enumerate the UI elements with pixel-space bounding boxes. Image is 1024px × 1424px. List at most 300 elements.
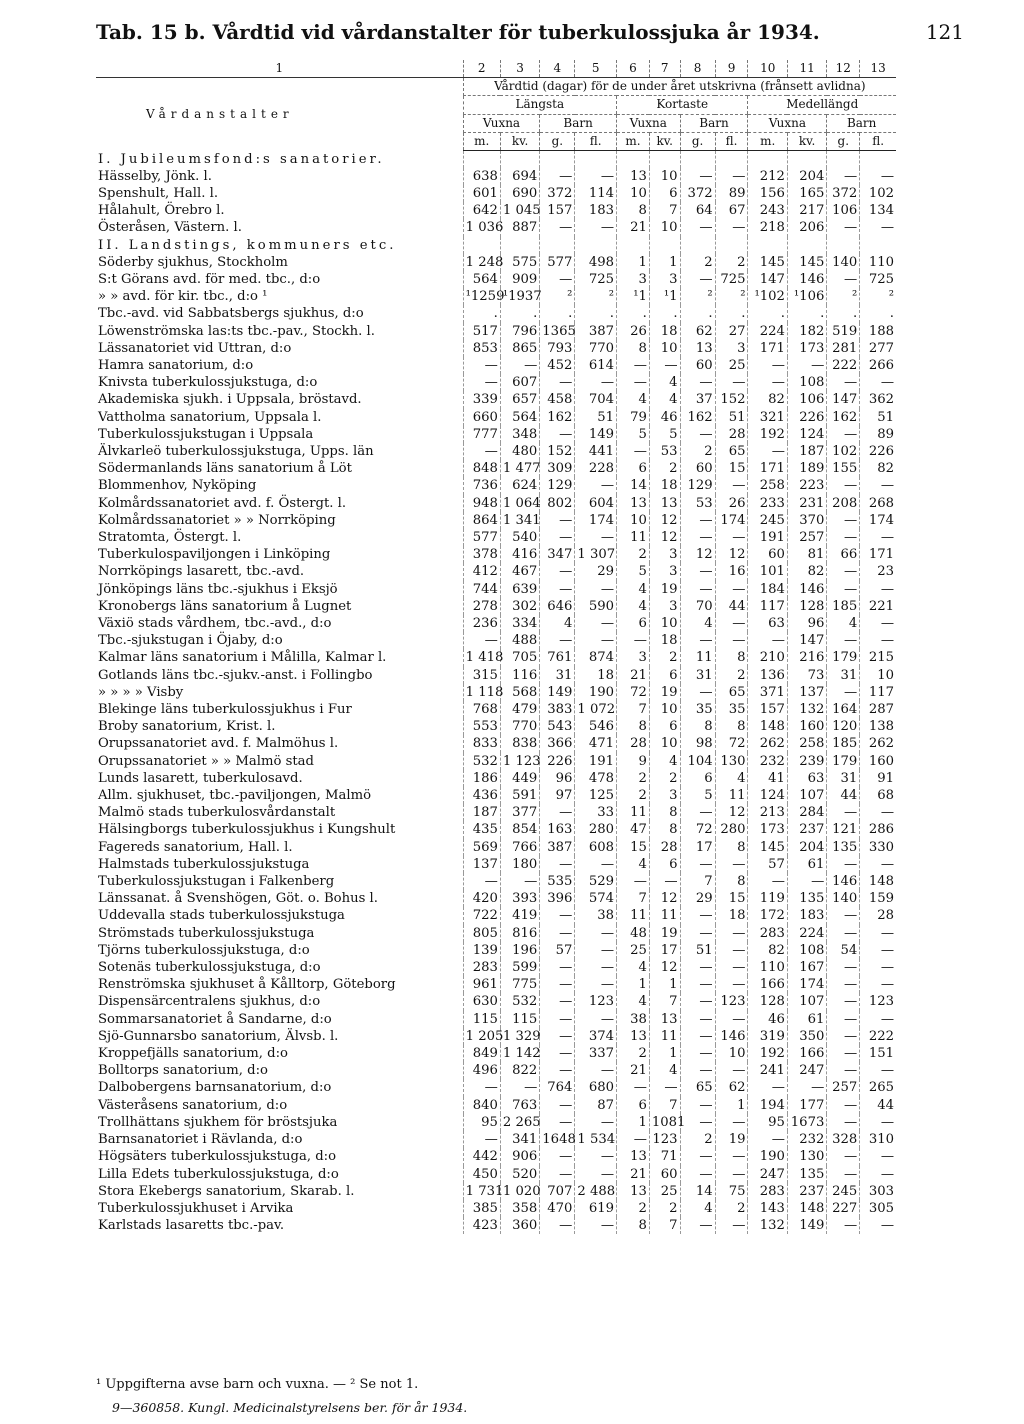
value-cell: 284 xyxy=(787,804,826,821)
value-cell: — xyxy=(463,374,500,391)
value-cell: 140 xyxy=(827,254,860,271)
value-cell: — xyxy=(715,1166,748,1183)
value-cell: 224 xyxy=(787,925,826,942)
table-row xyxy=(96,1097,896,1114)
value-cell: 449 xyxy=(500,770,539,787)
value-cell: 12 xyxy=(680,546,715,563)
value-cell: — xyxy=(860,477,896,494)
institution-name: Norrköpings lasarett, tbc.-avd. xyxy=(98,564,305,580)
value-cell: 51 xyxy=(860,409,896,426)
value-cell: 13 xyxy=(649,1011,680,1028)
value-cell: — xyxy=(575,976,617,993)
value-cell: 185 xyxy=(827,598,860,615)
value-cell: — xyxy=(540,1045,575,1062)
value-cell: — xyxy=(827,168,860,185)
value-cell: 520 xyxy=(500,1166,539,1183)
value-cell: 3 xyxy=(649,563,680,580)
value-cell: 194 xyxy=(748,1097,787,1114)
value-cell: 2 xyxy=(649,649,680,666)
value-cell: 25 xyxy=(715,357,748,374)
value-cell: 148 xyxy=(748,718,787,735)
value-cell: — xyxy=(500,873,539,890)
empty-cell xyxy=(715,237,748,254)
value-cell: 350 xyxy=(787,1028,826,1045)
value-cell: — xyxy=(827,581,860,598)
value-cell: 204 xyxy=(787,839,826,856)
value-cell: — xyxy=(860,632,896,649)
value-cell: . xyxy=(787,305,826,322)
value-cell: 4 xyxy=(715,770,748,787)
value-cell: 191 xyxy=(575,753,617,770)
value-cell: 247 xyxy=(748,1166,787,1183)
value-cell: 1 064 xyxy=(500,495,539,512)
value-cell: — xyxy=(540,856,575,873)
value-cell: — xyxy=(715,856,748,873)
value-cell: 865 xyxy=(500,340,539,357)
table-row xyxy=(96,770,896,787)
value-cell: 396 xyxy=(540,890,575,907)
value-cell: 21 xyxy=(617,1166,650,1183)
table-row xyxy=(96,1011,896,1028)
value-cell: 498 xyxy=(575,254,617,271)
value-cell: 135 xyxy=(787,1166,826,1183)
value-cell: 775 xyxy=(500,976,539,993)
value-cell: 110 xyxy=(748,959,787,976)
value-cell: 11 xyxy=(617,529,650,546)
value-cell: 1 418 xyxy=(463,649,500,666)
institution-name: Älvkarleö tuberkulossjukstuga, Upps. län xyxy=(98,443,374,459)
value-cell: 108 xyxy=(787,942,826,959)
value-cell: 722 xyxy=(463,907,500,924)
sex-header: g. xyxy=(680,132,715,150)
value-cell: 7 xyxy=(617,701,650,718)
table-row xyxy=(96,701,896,718)
title-row xyxy=(96,20,964,50)
value-cell: 187 xyxy=(787,443,826,460)
value-cell: — xyxy=(715,477,748,494)
table-row xyxy=(96,753,896,770)
value-cell: 135 xyxy=(827,839,860,856)
value-cell: 183 xyxy=(575,202,617,219)
value-cell: 10 xyxy=(649,168,680,185)
value-cell: 21 xyxy=(617,667,650,684)
value-cell: — xyxy=(617,1131,650,1148)
value-cell: — xyxy=(748,632,787,649)
value-cell: 13 xyxy=(649,495,680,512)
value-cell: — xyxy=(575,219,617,236)
value-cell: 8 xyxy=(715,839,748,856)
column-number: 4 xyxy=(540,60,575,78)
value-cell: 2 xyxy=(715,254,748,271)
value-cell: — xyxy=(680,1011,715,1028)
value-cell: 82 xyxy=(748,391,787,408)
value-cell: 159 xyxy=(860,890,896,907)
value-cell: 906 xyxy=(500,1148,539,1165)
value-cell: 479 xyxy=(500,701,539,718)
value-cell: — xyxy=(860,959,896,976)
institution-name: Halmstads tuberkulossjukstuga xyxy=(98,856,310,872)
value-cell: 228 xyxy=(575,460,617,477)
value-cell: 287 xyxy=(860,701,896,718)
value-cell: 532 xyxy=(500,993,539,1010)
value-cell: — xyxy=(649,1079,680,1096)
value-cell: — xyxy=(715,632,748,649)
value-cell: — xyxy=(540,1166,575,1183)
table-row xyxy=(96,1183,896,1200)
value-cell: 152 xyxy=(715,391,748,408)
value-cell: 283 xyxy=(748,1183,787,1200)
value-cell: 53 xyxy=(649,443,680,460)
value-cell: — xyxy=(540,374,575,391)
value-cell: 8 xyxy=(715,718,748,735)
value-cell: 761 xyxy=(540,649,575,666)
institution-name: Bolltorps sanatorium, d:o xyxy=(98,1063,268,1079)
value-cell: — xyxy=(827,219,860,236)
value-cell: 174 xyxy=(575,512,617,529)
institution-name: Trollhättans sjukhem för bröstsjuka xyxy=(98,1114,338,1130)
value-cell: — xyxy=(680,219,715,236)
table-row xyxy=(96,649,896,666)
value-cell: 245 xyxy=(748,512,787,529)
value-cell: 47 xyxy=(617,821,650,838)
value-cell: — xyxy=(680,512,715,529)
value-cell: ¹1937 xyxy=(500,288,539,305)
value-cell: 2 xyxy=(715,667,748,684)
value-cell: 57 xyxy=(748,856,787,873)
value-cell: — xyxy=(680,1148,715,1165)
value-cell: 768 xyxy=(463,701,500,718)
value-cell: 13 xyxy=(617,168,650,185)
value-cell: 182 xyxy=(787,323,826,340)
value-cell: . xyxy=(500,305,539,322)
value-cell: 6 xyxy=(649,185,680,202)
value-cell: — xyxy=(715,1148,748,1165)
value-cell: — xyxy=(575,374,617,391)
value-cell: 744 xyxy=(463,581,500,598)
value-cell: 46 xyxy=(649,409,680,426)
value-cell: — xyxy=(540,1028,575,1045)
value-cell: 146 xyxy=(827,873,860,890)
table-row xyxy=(96,1062,896,1079)
value-cell: — xyxy=(617,1079,650,1096)
value-cell: 12 xyxy=(715,546,748,563)
value-cell: — xyxy=(827,512,860,529)
value-cell: ¹106 xyxy=(787,288,826,305)
institution-name: Vattholma sanatorium, Uppsala l. xyxy=(98,409,322,425)
value-cell: ² xyxy=(540,288,575,305)
value-cell: — xyxy=(575,1148,617,1165)
institution-name: Tuberkulospaviljongen i Linköping xyxy=(98,547,331,563)
stub-label: Vårdanstalter xyxy=(146,106,294,121)
value-cell: 277 xyxy=(860,340,896,357)
value-cell: 132 xyxy=(787,701,826,718)
value-cell: 226 xyxy=(860,443,896,460)
column-number: 13 xyxy=(860,60,896,78)
column-number: 7 xyxy=(649,60,680,78)
value-cell: 17 xyxy=(649,942,680,959)
value-cell: ² xyxy=(715,288,748,305)
value-cell: 372 xyxy=(827,185,860,202)
institution-name: Lunds lasarett, tuberkulosavd. xyxy=(98,770,303,786)
value-cell: 564 xyxy=(500,409,539,426)
table-row xyxy=(96,288,896,305)
value-cell: 4 xyxy=(617,856,650,873)
value-cell: 46 xyxy=(748,1011,787,1028)
value-cell: 62 xyxy=(680,323,715,340)
value-cell: 13 xyxy=(617,1148,650,1165)
value-cell: — xyxy=(715,925,748,942)
value-cell: 18 xyxy=(715,907,748,924)
value-cell: 125 xyxy=(575,787,617,804)
value-cell: 123 xyxy=(715,993,748,1010)
value-cell: 3 xyxy=(617,271,650,288)
subgroup-header: Vuxna xyxy=(617,114,681,132)
value-cell: — xyxy=(680,1114,715,1131)
value-cell: — xyxy=(715,1114,748,1131)
table-row xyxy=(96,632,896,649)
value-cell: 1 xyxy=(617,976,650,993)
value-cell: 2 xyxy=(649,1200,680,1217)
value-cell: 245 xyxy=(827,1183,860,1200)
institution-name: Blekinge läns tuberkulossjukhus i Fur xyxy=(98,702,352,718)
value-cell: 37 xyxy=(680,391,715,408)
value-cell: 2 xyxy=(617,1045,650,1062)
value-cell: 41 xyxy=(748,770,787,787)
value-cell: — xyxy=(715,976,748,993)
value-cell: 488 xyxy=(500,632,539,649)
value-cell: 4 xyxy=(540,615,575,632)
value-cell: 121 xyxy=(827,821,860,838)
value-cell: 73 xyxy=(787,667,826,684)
empty-cell xyxy=(500,151,539,168)
subgroup-header: Vuxna xyxy=(463,114,540,132)
value-cell: — xyxy=(860,925,896,942)
value-cell: 138 xyxy=(860,718,896,735)
table-row xyxy=(96,907,896,924)
value-cell: — xyxy=(463,443,500,460)
value-cell: 101 xyxy=(748,563,787,580)
value-cell: — xyxy=(680,374,715,391)
value-cell: 646 xyxy=(540,598,575,615)
value-cell: 51 xyxy=(680,942,715,959)
value-cell: 10 xyxy=(715,1045,748,1062)
value-cell: 146 xyxy=(787,271,826,288)
value-cell: 725 xyxy=(860,271,896,288)
value-cell: 155 xyxy=(827,460,860,477)
value-cell: 157 xyxy=(540,202,575,219)
empty-cell xyxy=(617,151,650,168)
value-cell: — xyxy=(575,168,617,185)
table-row xyxy=(96,821,896,838)
value-cell: 231 xyxy=(787,495,826,512)
value-cell: 540 xyxy=(500,529,539,546)
column-number: 5 xyxy=(575,60,617,78)
value-cell: 183 xyxy=(787,907,826,924)
value-cell: 9 xyxy=(617,753,650,770)
value-cell: 226 xyxy=(540,753,575,770)
value-cell: — xyxy=(575,1062,617,1079)
value-cell: 452 xyxy=(540,357,575,374)
value-cell: 4 xyxy=(617,598,650,615)
value-cell: 28 xyxy=(617,735,650,752)
value-cell: — xyxy=(715,1011,748,1028)
institution-name: Orupssanatoriet » » Malmö stad xyxy=(98,753,314,769)
value-cell: — xyxy=(463,1131,500,1148)
table-row xyxy=(96,839,896,856)
value-cell: 5 xyxy=(680,787,715,804)
value-cell: — xyxy=(860,1148,896,1165)
empty-cell xyxy=(649,237,680,254)
value-cell: — xyxy=(680,925,715,942)
value-cell: 704 xyxy=(575,391,617,408)
value-cell: 10 xyxy=(649,701,680,718)
value-cell: 777 xyxy=(463,426,500,443)
value-cell: 348 xyxy=(500,426,539,443)
value-cell: 164 xyxy=(827,701,860,718)
value-cell: 129 xyxy=(680,477,715,494)
value-cell: 35 xyxy=(680,701,715,718)
value-cell: 347 xyxy=(540,546,575,563)
value-cell: 7 xyxy=(649,1217,680,1234)
value-cell: ¹1259 xyxy=(463,288,500,305)
institution-name: Kronobergs läns sanatorium å Lugnet xyxy=(98,598,352,614)
table-row xyxy=(96,185,896,202)
value-cell: 766 xyxy=(500,839,539,856)
value-cell: 186 xyxy=(463,770,500,787)
value-cell: 639 xyxy=(500,581,539,598)
value-cell: 725 xyxy=(715,271,748,288)
value-cell: . xyxy=(827,305,860,322)
value-cell: 51 xyxy=(715,409,748,426)
institution-name: Lässanatoriet vid Uttran, d:o xyxy=(98,340,292,356)
value-cell: — xyxy=(617,632,650,649)
value-cell: 574 xyxy=(575,890,617,907)
value-cell: 532 xyxy=(463,753,500,770)
value-cell: 60 xyxy=(748,546,787,563)
value-cell: 470 xyxy=(540,1200,575,1217)
value-cell: 149 xyxy=(575,426,617,443)
value-cell: 471 xyxy=(575,735,617,752)
value-cell: 3 xyxy=(649,787,680,804)
value-cell: — xyxy=(860,856,896,873)
value-cell: 638 xyxy=(463,168,500,185)
value-cell: — xyxy=(540,925,575,942)
value-cell: 6 xyxy=(617,1097,650,1114)
value-cell: 65 xyxy=(715,684,748,701)
value-cell: 4 xyxy=(649,374,680,391)
value-cell: 268 xyxy=(860,495,896,512)
value-cell: 31 xyxy=(540,667,575,684)
value-cell: — xyxy=(748,873,787,890)
value-cell: 6 xyxy=(649,856,680,873)
value-cell: 1081 xyxy=(649,1114,680,1131)
value-cell: 8 xyxy=(617,202,650,219)
value-cell: — xyxy=(827,907,860,924)
value-cell: 337 xyxy=(575,1045,617,1062)
value-cell: — xyxy=(680,581,715,598)
value-cell: — xyxy=(617,873,650,890)
value-cell: 147 xyxy=(787,632,826,649)
value-cell: 218 xyxy=(748,219,787,236)
value-cell: 221 xyxy=(860,598,896,615)
value-cell: 604 xyxy=(575,495,617,512)
value-cell: — xyxy=(680,993,715,1010)
value-cell: 315 xyxy=(463,667,500,684)
institution-name: » » » » Visby xyxy=(98,684,184,700)
value-cell: 222 xyxy=(860,1028,896,1045)
subgroup-header: Vuxna xyxy=(748,114,827,132)
institution-name: Hamra sanatorium, d:o xyxy=(98,357,254,373)
value-cell: 157 xyxy=(748,701,787,718)
value-cell: — xyxy=(680,976,715,993)
value-cell: 13 xyxy=(680,340,715,357)
empty-cell xyxy=(463,237,500,254)
value-cell: — xyxy=(680,684,715,701)
value-cell: — xyxy=(827,1217,860,1234)
value-cell: 236 xyxy=(463,615,500,632)
table-row xyxy=(96,512,896,529)
institution-name: Blommenhov, Nyköping xyxy=(98,478,257,494)
value-cell: — xyxy=(540,804,575,821)
table-row xyxy=(96,1148,896,1165)
value-cell: 174 xyxy=(787,976,826,993)
table-row xyxy=(96,581,896,598)
institution-name: » » avd. för kir. tbc., d:o ¹ xyxy=(98,289,268,305)
value-cell: 18 xyxy=(575,667,617,684)
value-cell: 280 xyxy=(715,821,748,838)
value-cell: 12 xyxy=(649,959,680,976)
value-cell: 114 xyxy=(575,185,617,202)
value-cell: 435 xyxy=(463,821,500,838)
empty-cell xyxy=(649,151,680,168)
value-cell: — xyxy=(827,1114,860,1131)
value-cell: — xyxy=(540,168,575,185)
table-row xyxy=(96,1200,896,1217)
value-cell: 478 xyxy=(575,770,617,787)
value-cell: 280 xyxy=(575,821,617,838)
value-cell: 10 xyxy=(617,185,650,202)
value-cell: — xyxy=(748,443,787,460)
value-cell: 529 xyxy=(575,873,617,890)
value-cell: 239 xyxy=(787,753,826,770)
value-cell: — xyxy=(575,1217,617,1234)
value-cell: 1 072 xyxy=(575,701,617,718)
value-cell: 19 xyxy=(715,1131,748,1148)
value-cell: — xyxy=(680,168,715,185)
value-cell: 607 xyxy=(500,374,539,391)
value-cell: 151 xyxy=(860,1045,896,1062)
value-cell: 247 xyxy=(787,1062,826,1079)
value-cell: — xyxy=(715,581,748,598)
value-cell: . xyxy=(463,305,500,322)
value-cell: 82 xyxy=(748,942,787,959)
value-cell: 575 xyxy=(500,254,539,271)
value-cell: 18 xyxy=(649,632,680,649)
institution-name: Dispensärcentralens sjukhus, d:o xyxy=(98,994,321,1010)
value-cell: 330 xyxy=(860,839,896,856)
value-cell: 262 xyxy=(748,735,787,752)
table-row xyxy=(96,856,896,873)
value-cell: 816 xyxy=(500,925,539,942)
table-row xyxy=(96,323,896,340)
value-cell: 7 xyxy=(649,1097,680,1114)
table-row xyxy=(96,460,896,477)
value-cell: 75 xyxy=(715,1183,748,1200)
value-cell: 2 xyxy=(680,1131,715,1148)
value-cell: 420 xyxy=(463,890,500,907)
value-cell: . xyxy=(680,305,715,322)
value-cell: 2 xyxy=(649,770,680,787)
